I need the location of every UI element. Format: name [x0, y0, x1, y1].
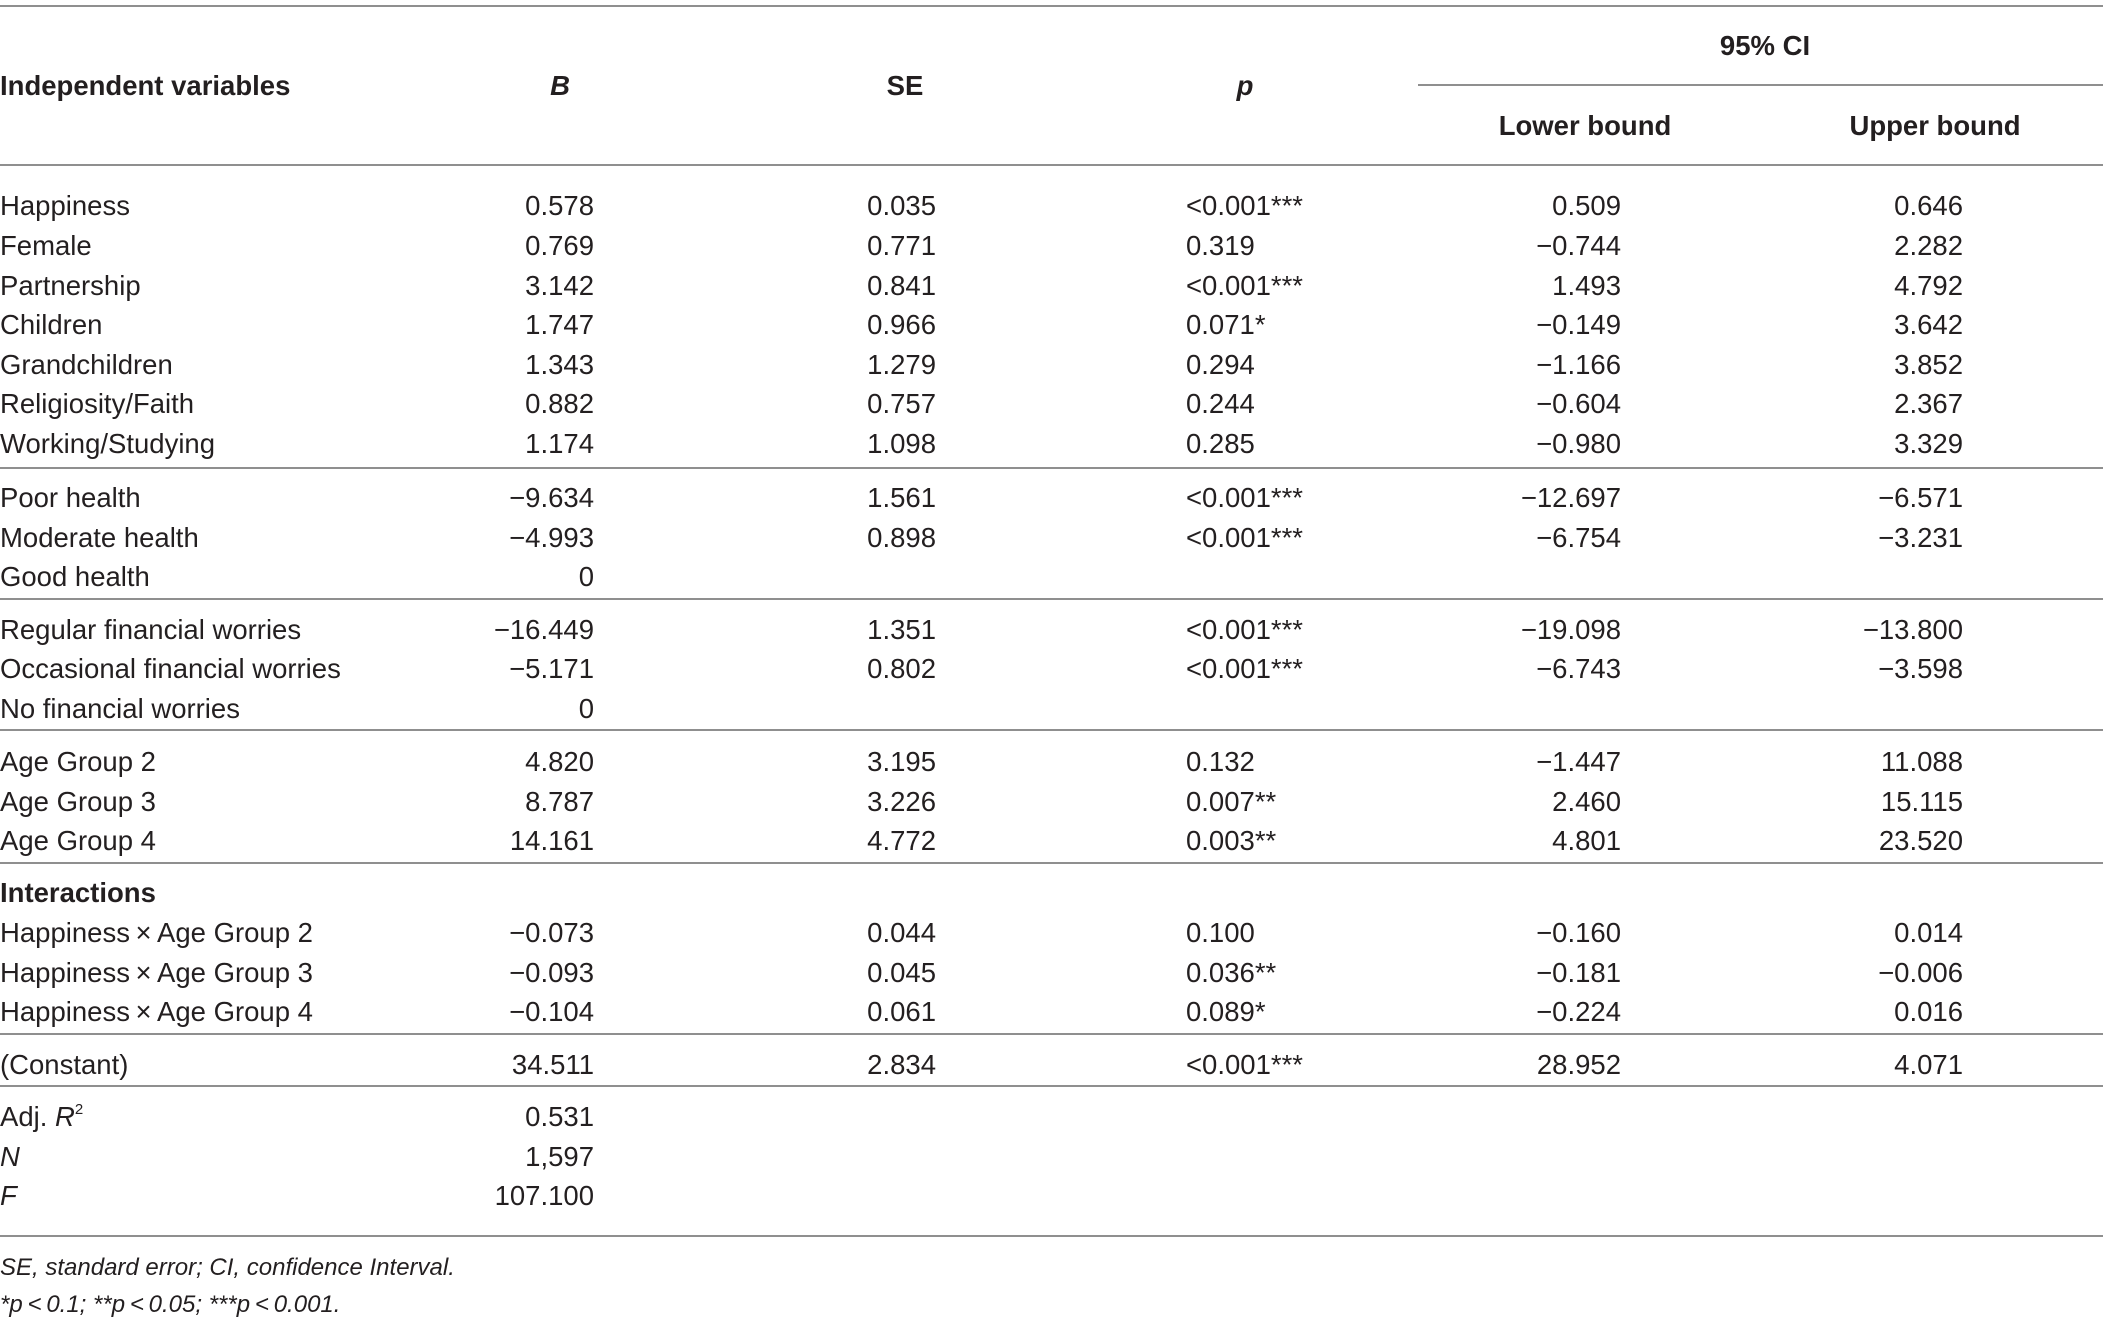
upper-bound-value	[1790, 557, 1963, 597]
se-value	[780, 557, 936, 597]
b-value: 8.787	[525, 786, 594, 817]
group-rule	[0, 862, 2103, 864]
b-value: 1.343	[525, 349, 594, 380]
b-value: −4.993	[509, 522, 594, 553]
top-rule	[0, 5, 2103, 7]
b-value: 34.511	[511, 1049, 594, 1080]
se-value: 3.226	[867, 786, 936, 817]
upper-bound-value	[1790, 873, 1963, 913]
lower-bound-value	[1440, 873, 1621, 913]
p-value: <0.001***	[1186, 270, 1303, 301]
se-value: 0.802	[867, 653, 936, 684]
row-label: Poor health	[0, 482, 141, 513]
se-value: 0.044	[867, 917, 936, 948]
b-value: 14.161	[509, 825, 594, 856]
p-value: <0.001***	[1186, 482, 1303, 513]
lower-bound-value: −1.447	[1536, 746, 1621, 777]
row-label: Age Group 3	[0, 786, 156, 817]
footnote-abbreviations: SE, standard error; CI, confidence Interval.	[0, 1254, 455, 1281]
lower-bound-value: −19.098	[1520, 614, 1621, 645]
row-label: Moderate health	[0, 522, 199, 553]
header-p: p	[1236, 70, 1254, 101]
upper-bound-value: 3.642	[1894, 309, 1963, 340]
upper-bound-value: 4.071	[1894, 1049, 1963, 1080]
lower-bound-value: 28.952	[1536, 1049, 1621, 1080]
b-value: −0.093	[509, 957, 594, 988]
p-value: <0.001***	[1186, 653, 1303, 684]
b-value: −5.171	[509, 653, 594, 684]
lower-bound-value: −0.149	[1536, 309, 1621, 340]
upper-bound-value: 23.520	[1878, 825, 1963, 856]
adj-r2-label: Adj. $R^2$	[0, 1101, 84, 1132]
b-value: 0.578	[525, 190, 594, 221]
footnote-significance: *p < 0.1; **p < 0.05; ***p < 0.001.	[0, 1291, 341, 1318]
header-independent-variables: Independent variables	[0, 70, 291, 101]
upper-bound-value: −0.006	[1878, 957, 1963, 988]
lower-bound-value: −0.744	[1536, 230, 1621, 261]
lower-bound-value: −0.980	[1536, 428, 1621, 459]
p-value: 0.071*	[1186, 309, 1266, 340]
lower-bound-value: −0.181	[1536, 957, 1621, 988]
lower-bound-value: −12.697	[1520, 482, 1621, 513]
se-value: 3.195	[867, 746, 936, 777]
header-95-ci: 95% CI	[1719, 30, 1811, 61]
p-value: 0.294	[1186, 349, 1255, 380]
upper-bound-value: 2.367	[1894, 388, 1963, 419]
se-value: 1.098	[867, 428, 936, 459]
p-value: 0.285	[1186, 428, 1255, 459]
row-label: Grandchildren	[0, 349, 173, 380]
upper-bound-value: 0.646	[1894, 190, 1963, 221]
row-label: Age Group 2	[0, 746, 156, 777]
lower-bound-value: 2.460	[1552, 786, 1621, 817]
row-label: (Constant)	[0, 1049, 129, 1080]
row-label: Female	[0, 230, 92, 261]
upper-bound-value: 0.014	[1894, 917, 1963, 948]
se-value: 0.841	[867, 270, 936, 301]
row-label: No financial worries	[0, 693, 240, 724]
header-se: SE	[886, 70, 924, 101]
b-value: 0.882	[525, 388, 594, 419]
n-value: 1,597	[525, 1141, 594, 1172]
row-label: Age Group 4	[0, 825, 156, 856]
p-value: 0.007**	[1186, 786, 1277, 817]
upper-bound-value: 3.329	[1894, 428, 1963, 459]
b-value: 0	[578, 561, 594, 592]
group-rule	[0, 598, 2103, 600]
lower-bound-value: −6.743	[1536, 653, 1621, 684]
p-value: <0.001***	[1186, 522, 1303, 553]
se-value	[780, 689, 936, 729]
row-label: Working/Studying	[0, 428, 216, 459]
lower-bound-value: −6.754	[1536, 522, 1621, 553]
se-value: 0.771	[867, 230, 936, 261]
se-value: 1.279	[867, 349, 936, 380]
row-label: Good health	[0, 561, 150, 592]
se-value: 0.898	[867, 522, 936, 553]
se-value: 1.561	[867, 482, 936, 513]
lower-bound-value: 1.493	[1552, 270, 1621, 301]
se-value: 2.834	[867, 1049, 936, 1080]
b-value: −9.634	[509, 482, 594, 513]
b-value: −0.104	[509, 996, 594, 1027]
group-rule	[0, 1033, 2103, 1035]
p-value: 0.100	[1186, 917, 1255, 948]
upper-bound-value: 15.115	[1880, 786, 1963, 817]
lower-bound-value: −0.160	[1536, 917, 1621, 948]
lower-bound-value: −0.604	[1536, 388, 1621, 419]
group-rule	[0, 467, 2103, 469]
b-value: 0.769	[525, 230, 594, 261]
se-value: 1.351	[867, 614, 936, 645]
p-value: 0.003**	[1186, 825, 1277, 856]
p-value: 0.089*	[1186, 996, 1266, 1027]
row-label: Interactions	[0, 877, 156, 908]
upper-bound-value: 0.016	[1894, 996, 1963, 1027]
lower-bound-value: −1.166	[1536, 349, 1621, 380]
b-value: −0.073	[509, 917, 594, 948]
p-value: 0.132	[1186, 746, 1255, 777]
upper-bound-value: 2.282	[1894, 230, 1963, 261]
se-value	[780, 873, 936, 913]
row-label: Regular financial worries	[0, 614, 302, 645]
row-label: Occasional financial worries	[0, 653, 341, 684]
lower-bound-value: −0.224	[1536, 996, 1621, 1027]
p-value: <0.001***	[1186, 190, 1303, 221]
upper-bound-value: −3.598	[1878, 653, 1963, 684]
b-value	[420, 873, 594, 913]
ci-rule	[1418, 84, 2103, 86]
lower-bound-value: 4.801	[1552, 825, 1621, 856]
se-value: 0.757	[867, 388, 936, 419]
n-label: N	[0, 1141, 20, 1172]
p-value: <0.001***	[1186, 1049, 1303, 1080]
upper-bound-value: −3.231	[1878, 522, 1963, 553]
row-label: Children	[0, 309, 103, 340]
group-rule	[0, 729, 2103, 731]
p-value: 0.036**	[1186, 957, 1277, 988]
group-rule	[0, 1085, 2103, 1087]
header-b: B	[550, 70, 570, 101]
b-value: −16.449	[493, 614, 594, 645]
upper-bound-value: 11.088	[1880, 746, 1963, 777]
header-rule	[0, 164, 2103, 166]
upper-bound-value	[1790, 689, 1963, 729]
row-label: Happiness	[0, 190, 130, 221]
se-value: 0.966	[867, 309, 936, 340]
upper-bound-value: 4.792	[1894, 270, 1963, 301]
b-value: 4.820	[525, 746, 594, 777]
row-label: Happiness × Age Group 2	[0, 917, 313, 948]
se-value: 0.061	[867, 996, 936, 1027]
lower-bound-value	[1440, 689, 1621, 729]
se-value: 0.035	[867, 190, 936, 221]
b-value: 1.747	[525, 309, 594, 340]
upper-bound-value: 3.852	[1894, 349, 1963, 380]
adj-r2-value: 0.531	[525, 1101, 594, 1132]
bottom-rule	[0, 1235, 2103, 1237]
upper-bound-value: −6.571	[1878, 482, 1963, 513]
b-value: 3.142	[525, 270, 594, 301]
lower-bound-value: 0.509	[1552, 190, 1621, 221]
row-label: Religiosity/Faith	[0, 388, 195, 419]
header-lower-bound: Lower bound	[1498, 110, 1672, 141]
se-value: 4.772	[867, 825, 936, 856]
se-value: 0.045	[867, 957, 936, 988]
f-label: F	[0, 1180, 17, 1211]
header-upper-bound: Upper bound	[1849, 110, 2021, 141]
f-value: 107.100	[494, 1180, 594, 1211]
p-value: <0.001***	[1186, 614, 1303, 645]
lower-bound-value	[1440, 557, 1621, 597]
b-value: 1.174	[525, 428, 594, 459]
row-label: Happiness × Age Group 4	[0, 996, 313, 1027]
row-label: Happiness × Age Group 3	[0, 957, 313, 988]
upper-bound-value: −13.800	[1862, 614, 1963, 645]
b-value: 0	[578, 693, 594, 724]
p-value: 0.319	[1186, 230, 1255, 261]
p-value: 0.244	[1186, 388, 1255, 419]
row-label: Partnership	[0, 270, 141, 301]
